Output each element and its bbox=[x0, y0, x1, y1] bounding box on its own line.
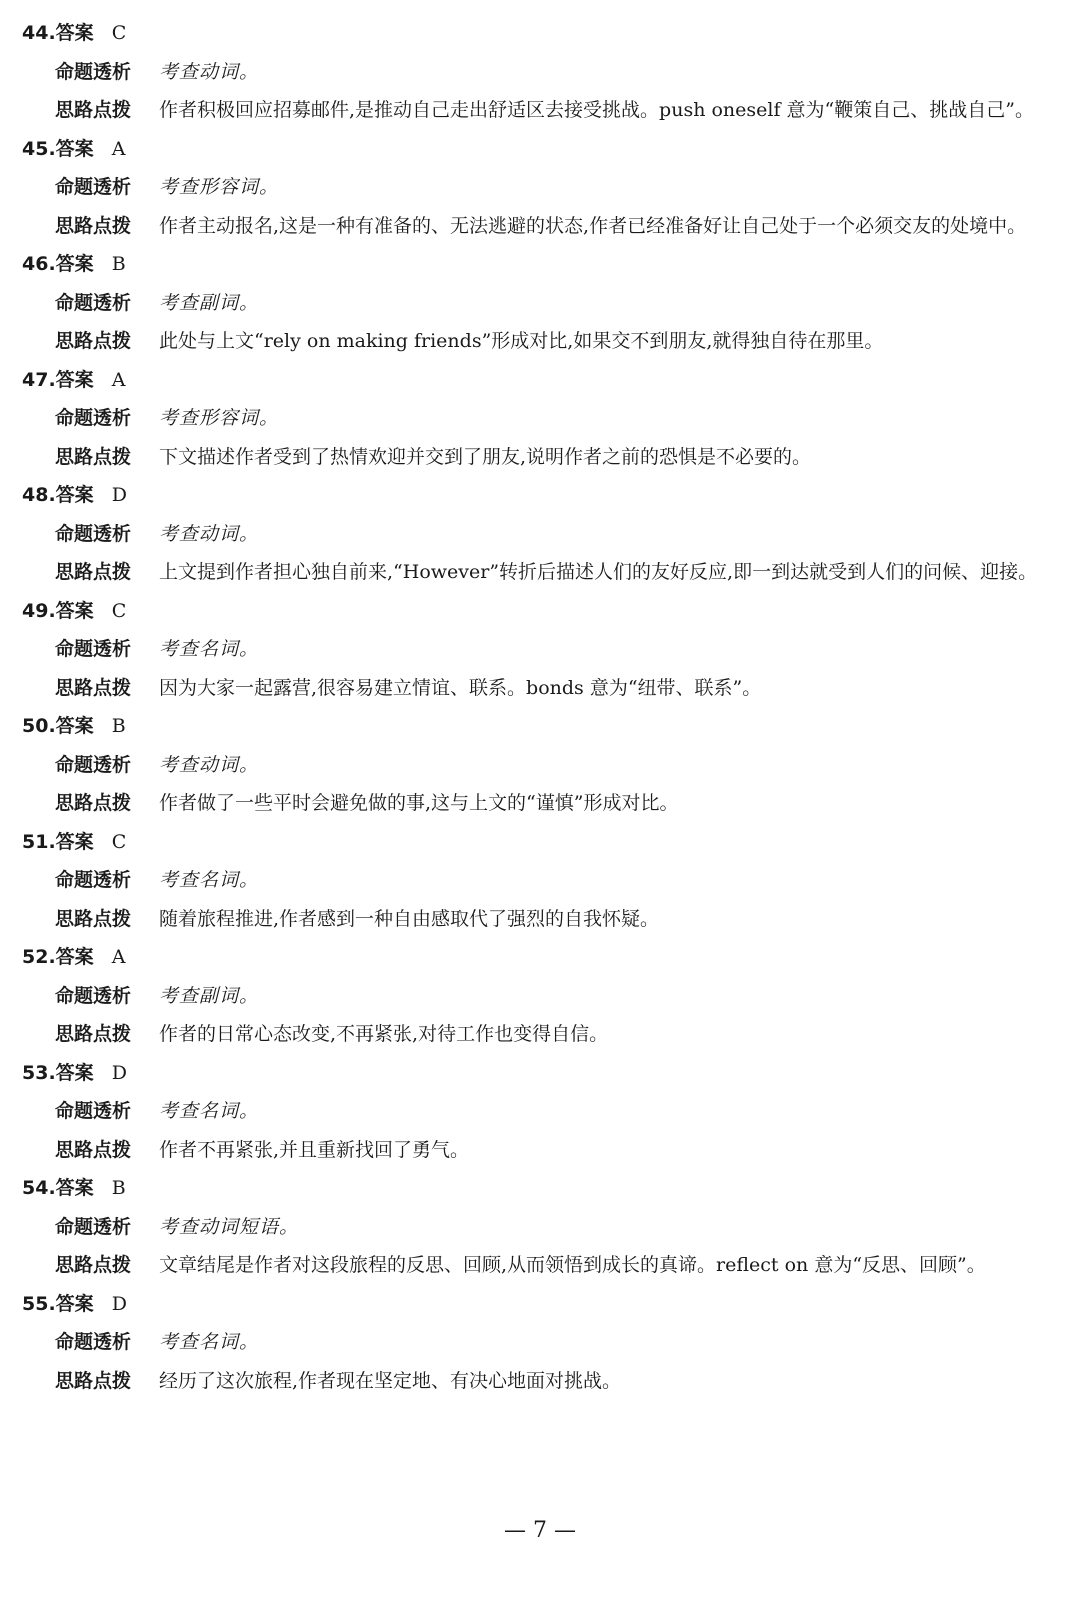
analysis-text: 考查名词。 bbox=[159, 1331, 260, 1353]
question-number: 53. bbox=[22, 1061, 56, 1084]
analysis-text: 考查形容词。 bbox=[159, 407, 280, 429]
question-number: 48. bbox=[22, 484, 56, 506]
question-number: 44. bbox=[22, 22, 56, 44]
analysis-text: 考查动词。 bbox=[159, 753, 260, 776]
hint-row bbox=[22, 1131, 1058, 1170]
analysis-row bbox=[22, 168, 1058, 207]
question-heading bbox=[22, 361, 1058, 400]
question-number: 47. bbox=[22, 368, 56, 391]
answer-item-47 bbox=[22, 361, 1058, 477]
answer-letter: D bbox=[111, 1061, 127, 1084]
question-heading bbox=[22, 1054, 1058, 1093]
answer-label: 答案 bbox=[55, 484, 94, 506]
analysis-text: 考查名词。 bbox=[159, 869, 260, 891]
hint-row bbox=[22, 784, 1058, 823]
hint-label: 思路点拨 bbox=[55, 1369, 132, 1392]
analysis-text: 考查副词。 bbox=[159, 984, 260, 1007]
hint-text: 作者积极回应招募邮件,是推动自己走出舒适区去接受挑战。push oneself 意为“鞭策自己、挑战自己”。 bbox=[159, 99, 1034, 121]
answer-item-44 bbox=[22, 14, 1058, 130]
analysis-label: 命题透析 bbox=[55, 60, 132, 83]
hint-label: 思路点拨 bbox=[55, 907, 132, 930]
analysis-label: 命题透析 bbox=[55, 869, 132, 891]
answer-label: 答案 bbox=[55, 946, 94, 968]
answer-letter: C bbox=[111, 830, 127, 853]
answer-item-50 bbox=[22, 707, 1058, 823]
analysis-row bbox=[22, 977, 1058, 1016]
answer-label: 答案 bbox=[55, 1292, 94, 1315]
answer-label: 答案 bbox=[55, 22, 94, 44]
question-number: 54. bbox=[22, 1177, 56, 1199]
hint-row bbox=[22, 91, 1058, 130]
analysis-text: 考查形容词。 bbox=[159, 176, 280, 198]
analysis-label: 命题透析 bbox=[55, 407, 132, 429]
analysis-label: 命题透析 bbox=[55, 176, 132, 198]
hint-text: 经历了这次旅程,作者现在坚定地、有决心地面对挑战。 bbox=[159, 1369, 622, 1392]
hint-text: 随着旅程推进,作者感到一种自由感取代了强烈的自我怀疑。 bbox=[159, 907, 660, 930]
question-number: 50. bbox=[22, 715, 56, 737]
hint-text: 文章结尾是作者对这段旅程的反思、回顾,从而领悟到成长的真谛。reflect on 意为“反思、回顾”。 bbox=[159, 1254, 986, 1276]
hint-label: 思路点拨 bbox=[55, 99, 132, 121]
hint-text: 作者不再紧张,并且重新找回了勇气。 bbox=[159, 1138, 470, 1161]
hint-row bbox=[22, 553, 1058, 592]
question-number: 55. bbox=[22, 1292, 56, 1315]
answer-letter: B bbox=[111, 253, 126, 275]
answer-letter: B bbox=[111, 715, 126, 737]
analysis-text: 考查动词。 bbox=[159, 60, 260, 83]
answer-key-page bbox=[22, 14, 1058, 1400]
hint-text: 此处与上文“rely on making friends”形成对比,如果交不到朋友,就得独自待在那里。 bbox=[159, 330, 884, 352]
analysis-label: 命题透析 bbox=[55, 291, 132, 314]
analysis-text: 考查动词短语。 bbox=[159, 1215, 300, 1238]
answer-label: 答案 bbox=[55, 137, 94, 160]
analysis-label: 命题透析 bbox=[55, 984, 132, 1007]
question-heading bbox=[22, 823, 1058, 862]
hint-label: 思路点拨 bbox=[55, 792, 132, 814]
analysis-row bbox=[22, 746, 1058, 785]
answer-letter: A bbox=[111, 137, 126, 160]
hint-text: 作者主动报名,这是一种有准备的、无法逃避的状态,作者已经准备好让自己处于一个必须交友的处境中。 bbox=[159, 214, 1027, 237]
answer-item-48 bbox=[22, 476, 1058, 592]
answer-item-54 bbox=[22, 1169, 1058, 1285]
hint-label: 思路点拨 bbox=[55, 1254, 132, 1276]
hint-label: 思路点拨 bbox=[55, 1023, 132, 1045]
answer-item-51 bbox=[22, 823, 1058, 939]
hint-label: 思路点拨 bbox=[55, 561, 132, 583]
answer-letter: A bbox=[111, 946, 126, 968]
hint-text: 作者做了一些平时会避免做的事,这与上文的“谨慎”形成对比。 bbox=[159, 792, 679, 814]
analysis-row bbox=[22, 1208, 1058, 1247]
analysis-row bbox=[22, 861, 1058, 900]
page-number: — 7 — bbox=[504, 1518, 576, 1543]
analysis-row bbox=[22, 630, 1058, 669]
answer-letter: B bbox=[111, 1177, 126, 1199]
hint-label: 思路点拨 bbox=[55, 445, 132, 468]
hint-row bbox=[22, 1246, 1058, 1285]
answer-label: 答案 bbox=[55, 599, 94, 622]
analysis-text: 考查副词。 bbox=[159, 291, 260, 314]
answer-item-55 bbox=[22, 1285, 1058, 1401]
question-heading bbox=[22, 592, 1058, 631]
analysis-text: 考查名词。 bbox=[159, 638, 260, 660]
hint-row bbox=[22, 322, 1058, 361]
analysis-label: 命题透析 bbox=[55, 753, 132, 776]
analysis-label: 命题透析 bbox=[55, 1331, 132, 1353]
answer-item-49 bbox=[22, 592, 1058, 708]
question-heading bbox=[22, 476, 1058, 515]
hint-text: 上文提到作者担心独自前来,“However”转折后描述人们的友好反应,即一到达就受到人们的问候、迎接。 bbox=[159, 561, 1038, 583]
answer-letter: A bbox=[111, 368, 126, 391]
answer-letter: D bbox=[111, 484, 127, 506]
hint-row bbox=[22, 900, 1058, 939]
analysis-row bbox=[22, 515, 1058, 554]
answer-label: 答案 bbox=[55, 715, 94, 737]
analysis-text: 考查名词。 bbox=[159, 1100, 260, 1122]
analysis-text: 考查动词。 bbox=[159, 522, 260, 545]
analysis-row bbox=[22, 1092, 1058, 1131]
analysis-label: 命题透析 bbox=[55, 522, 132, 545]
analysis-label: 命题透析 bbox=[55, 1215, 132, 1238]
question-number: 52. bbox=[22, 946, 56, 968]
analysis-label: 命题透析 bbox=[55, 1100, 132, 1122]
answer-label: 答案 bbox=[55, 830, 94, 853]
question-heading bbox=[22, 938, 1058, 977]
hint-text: 下文描述作者受到了热情欢迎并交到了朋友,说明作者之前的恐惧是不必要的。 bbox=[159, 445, 812, 468]
question-heading bbox=[22, 245, 1058, 284]
answer-item-46 bbox=[22, 245, 1058, 361]
hint-label: 思路点拨 bbox=[55, 1138, 132, 1161]
hint-row bbox=[22, 1015, 1058, 1054]
question-number: 51. bbox=[22, 830, 56, 853]
hint-label: 思路点拨 bbox=[55, 330, 132, 352]
hint-text: 作者的日常心态改变,不再紧张,对待工作也变得自信。 bbox=[159, 1023, 609, 1045]
answer-letter: D bbox=[111, 1292, 127, 1315]
answer-label: 答案 bbox=[55, 253, 94, 275]
answer-label: 答案 bbox=[55, 1177, 94, 1199]
hint-row bbox=[22, 669, 1058, 708]
question-heading bbox=[22, 130, 1058, 169]
analysis-row bbox=[22, 399, 1058, 438]
question-number: 46. bbox=[22, 253, 56, 275]
answer-label: 答案 bbox=[55, 368, 94, 391]
answer-item-52 bbox=[22, 938, 1058, 1054]
question-number: 49. bbox=[22, 599, 56, 622]
answer-item-53 bbox=[22, 1054, 1058, 1170]
question-heading bbox=[22, 1169, 1058, 1208]
hint-text: 因为大家一起露营,很容易建立情谊、联系。bonds 意为“纽带、联系”。 bbox=[159, 676, 762, 699]
answer-label: 答案 bbox=[55, 1061, 94, 1084]
hint-row bbox=[22, 207, 1058, 246]
answer-item-45 bbox=[22, 130, 1058, 246]
question-heading bbox=[22, 707, 1058, 746]
analysis-row bbox=[22, 1323, 1058, 1362]
answer-letter: C bbox=[111, 599, 127, 622]
question-heading bbox=[22, 1285, 1058, 1324]
analysis-row bbox=[22, 284, 1058, 323]
hint-row bbox=[22, 1362, 1058, 1401]
question-number: 45. bbox=[22, 137, 56, 160]
answer-letter: C bbox=[111, 22, 127, 44]
hint-label: 思路点拨 bbox=[55, 676, 132, 699]
analysis-row bbox=[22, 53, 1058, 92]
hint-label: 思路点拨 bbox=[55, 214, 132, 237]
question-heading bbox=[22, 14, 1058, 53]
analysis-label: 命题透析 bbox=[55, 638, 132, 660]
hint-row bbox=[22, 438, 1058, 477]
